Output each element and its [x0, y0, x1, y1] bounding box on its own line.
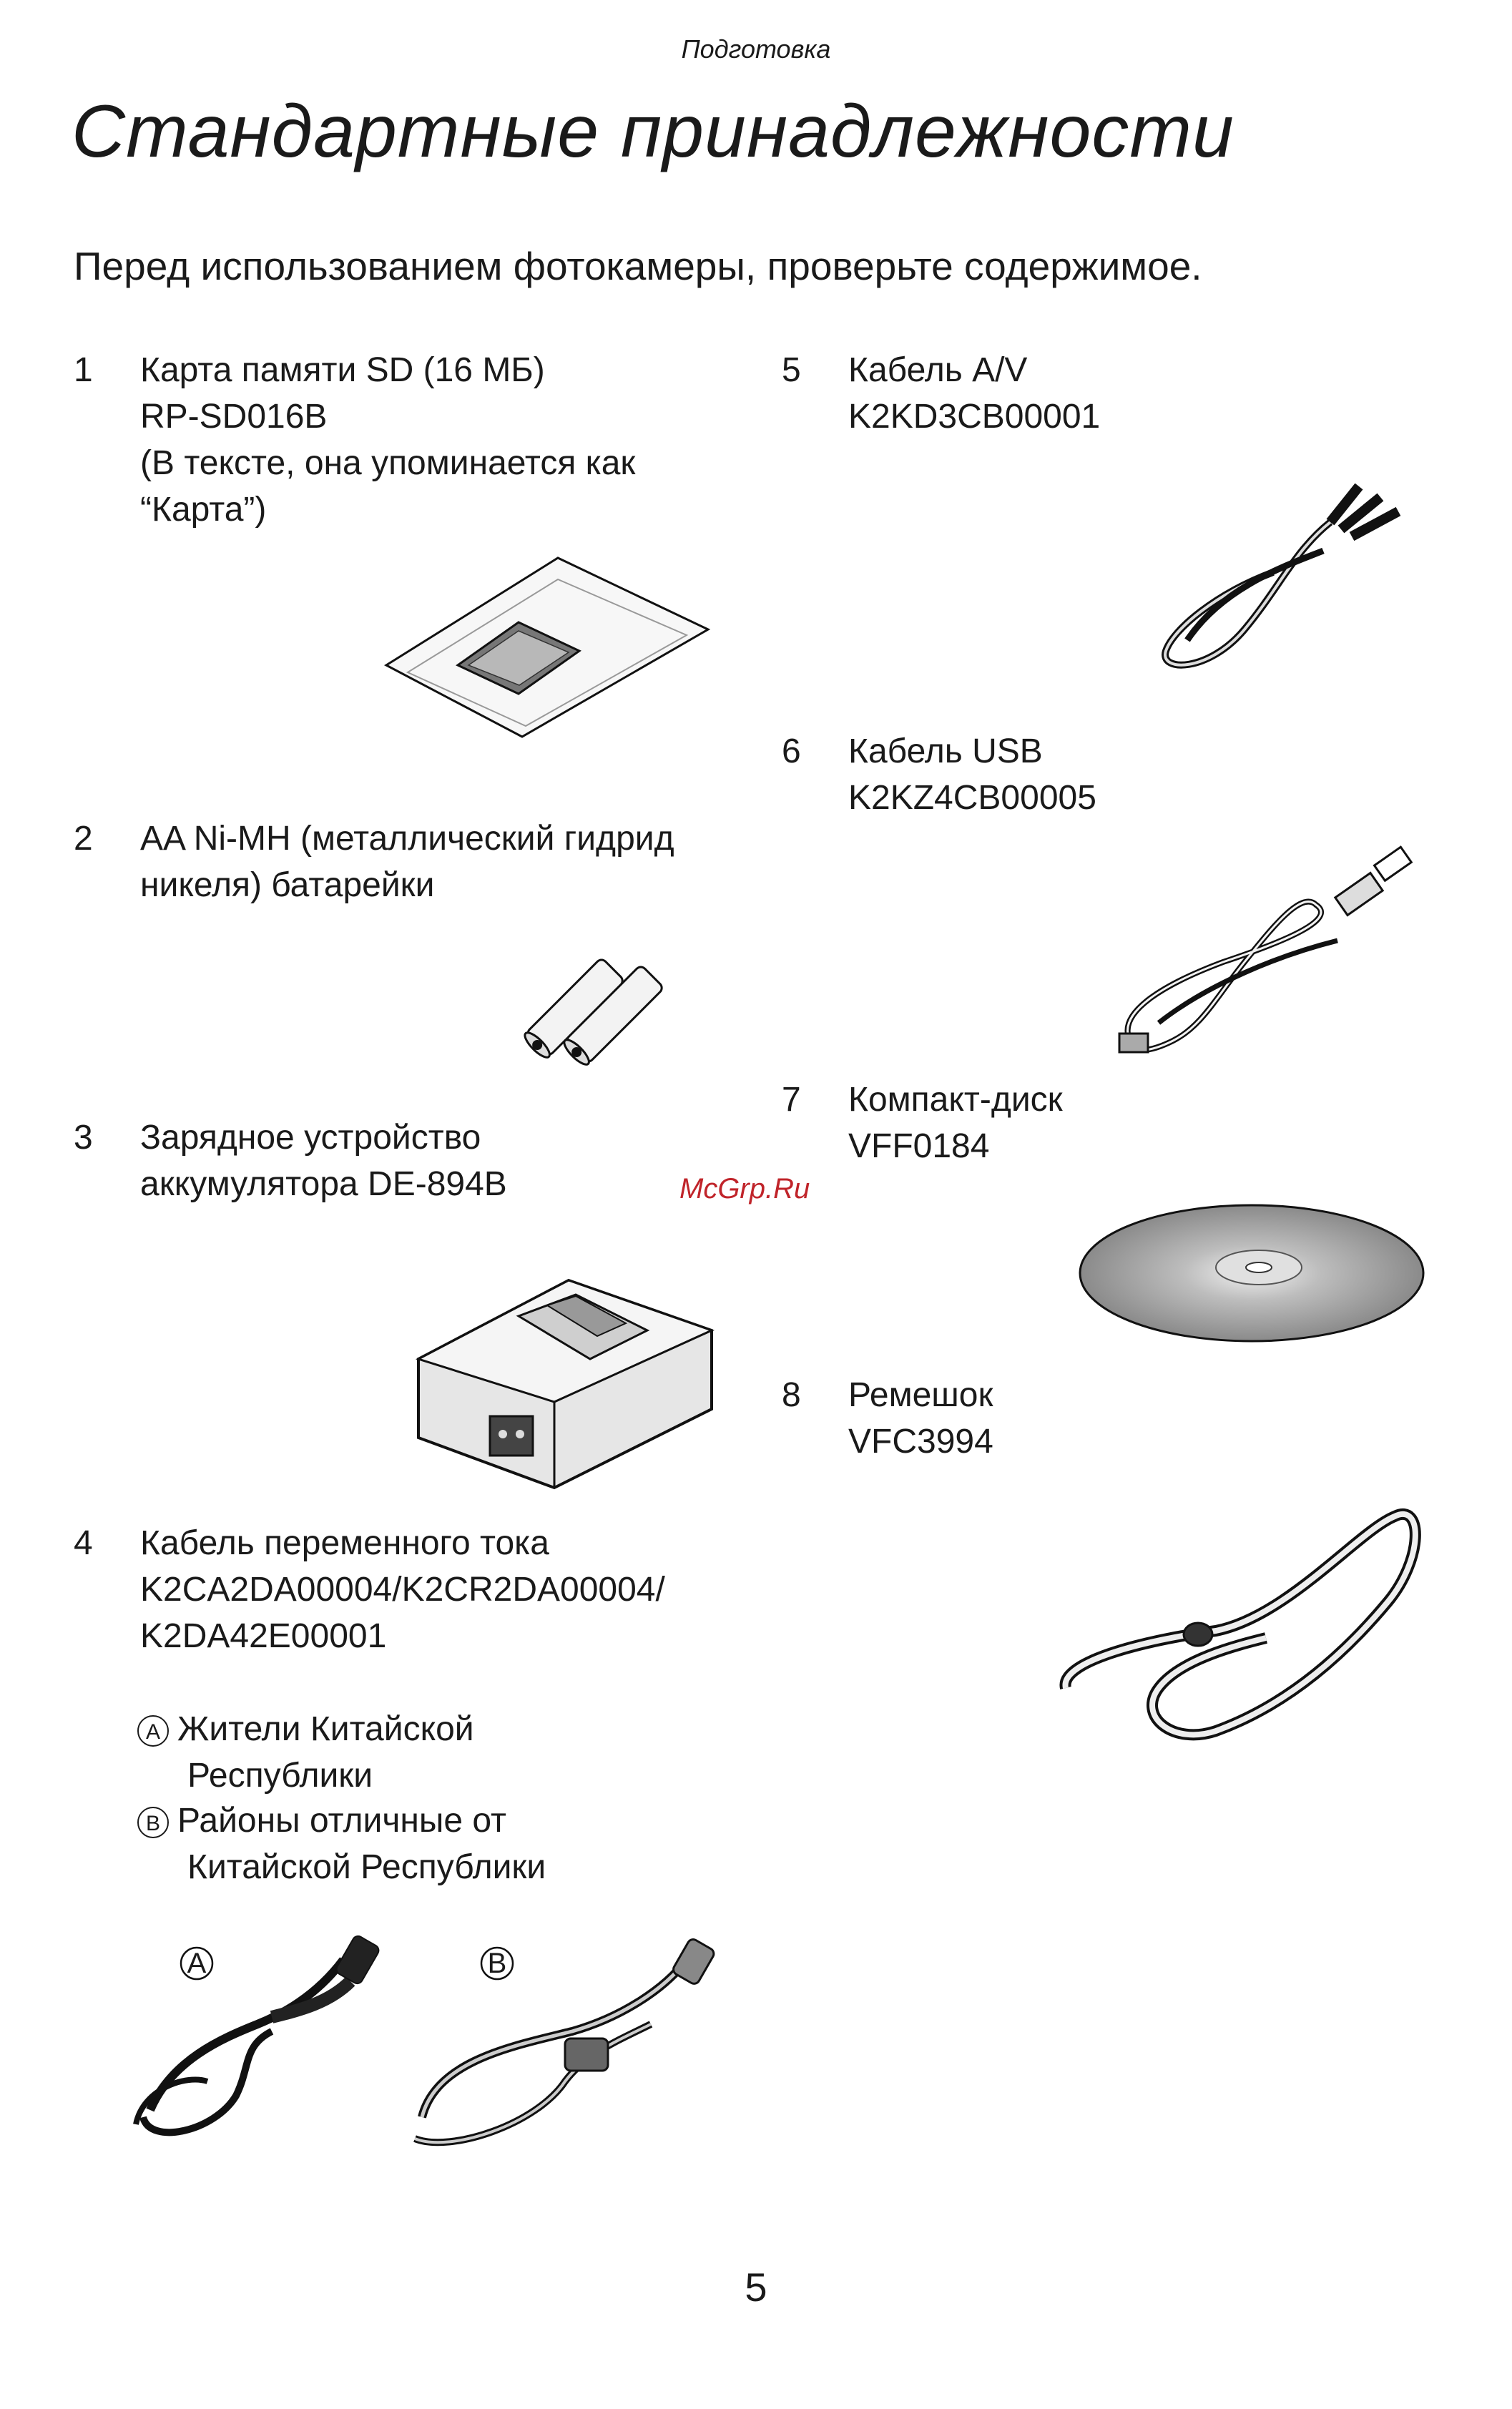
item-line: RP-SD016B	[140, 398, 328, 436]
ac-option-a	[137, 1706, 474, 1799]
item-number: 8	[782, 1376, 801, 1414]
cable-b-mark: B	[487, 1948, 507, 1979]
item-number: 4	[74, 1524, 93, 1562]
item-line: K2DA42E00001	[140, 1617, 387, 1655]
item-line: Компакт-диск	[848, 1081, 1063, 1119]
option-mark-a: A	[137, 1715, 169, 1747]
item-number: 6	[782, 732, 801, 770]
item-line: VFF0184	[848, 1127, 990, 1165]
charger-illustration	[411, 1252, 726, 1495]
item-line: аккумулятора DE-894B	[140, 1165, 507, 1203]
item-line: Ремешок	[848, 1376, 993, 1414]
item-line: Кабель переменного тока	[140, 1524, 549, 1562]
item-line: никеля) батарейки	[140, 866, 435, 904]
item-number: 7	[782, 1081, 801, 1119]
av-cable-illustration	[1144, 458, 1430, 679]
option-line: Китайской Республики	[187, 1848, 546, 1886]
page-number: 5	[745, 2265, 767, 2310]
option-mark-b: B	[137, 1807, 169, 1838]
ac-cable-b-illustration	[408, 1931, 730, 2153]
item-line: AA Ni-MH (металлический гидрид	[140, 820, 674, 858]
item-number: 3	[74, 1119, 93, 1157]
aa-batteries-illustration	[511, 951, 676, 1066]
section-header: Подготовка	[681, 34, 831, 64]
intro-text: Перед использованием фотокамеры, проверьте содержимое.	[74, 244, 1202, 288]
item-line: “Карта”)	[140, 491, 267, 529]
usb-cable-illustration	[1101, 840, 1430, 1062]
item-line: Кабель USB	[848, 732, 1043, 770]
item-line: K2KD3CB00001	[848, 398, 1101, 436]
strap-illustration	[1051, 1495, 1423, 1752]
option-line: Районы отличные от	[177, 1802, 507, 1840]
item-line: Карта памяти SD (16 МБ)	[140, 351, 545, 389]
option-line: Республики	[187, 1757, 373, 1795]
item-number: 2	[74, 820, 93, 858]
item-line: (В тексте, она упоминается как	[140, 444, 636, 482]
item-line: Зарядное устройство	[140, 1119, 481, 1157]
item-line: K2CA2DA00004/K2CR2DA00004/	[140, 1571, 665, 1609]
item-line: Кабель A/V	[848, 351, 1028, 389]
item-number: 1	[74, 351, 93, 389]
item-number: 5	[782, 351, 801, 389]
page-title: Стандартные принадлежности	[72, 90, 1234, 173]
watermark: McGrp.Ru	[679, 1173, 810, 1204]
cd-illustration	[1076, 1202, 1427, 1345]
item-line: VFC3994	[848, 1423, 993, 1461]
sd-card-illustration	[379, 551, 715, 744]
ac-cable-a-illustration	[129, 1931, 386, 2153]
ac-option-b	[137, 1797, 546, 1890]
option-line: Жители Китайской	[177, 1710, 474, 1748]
item-line: K2KZ4CB00005	[848, 779, 1096, 817]
cable-a-mark: A	[187, 1948, 207, 1979]
